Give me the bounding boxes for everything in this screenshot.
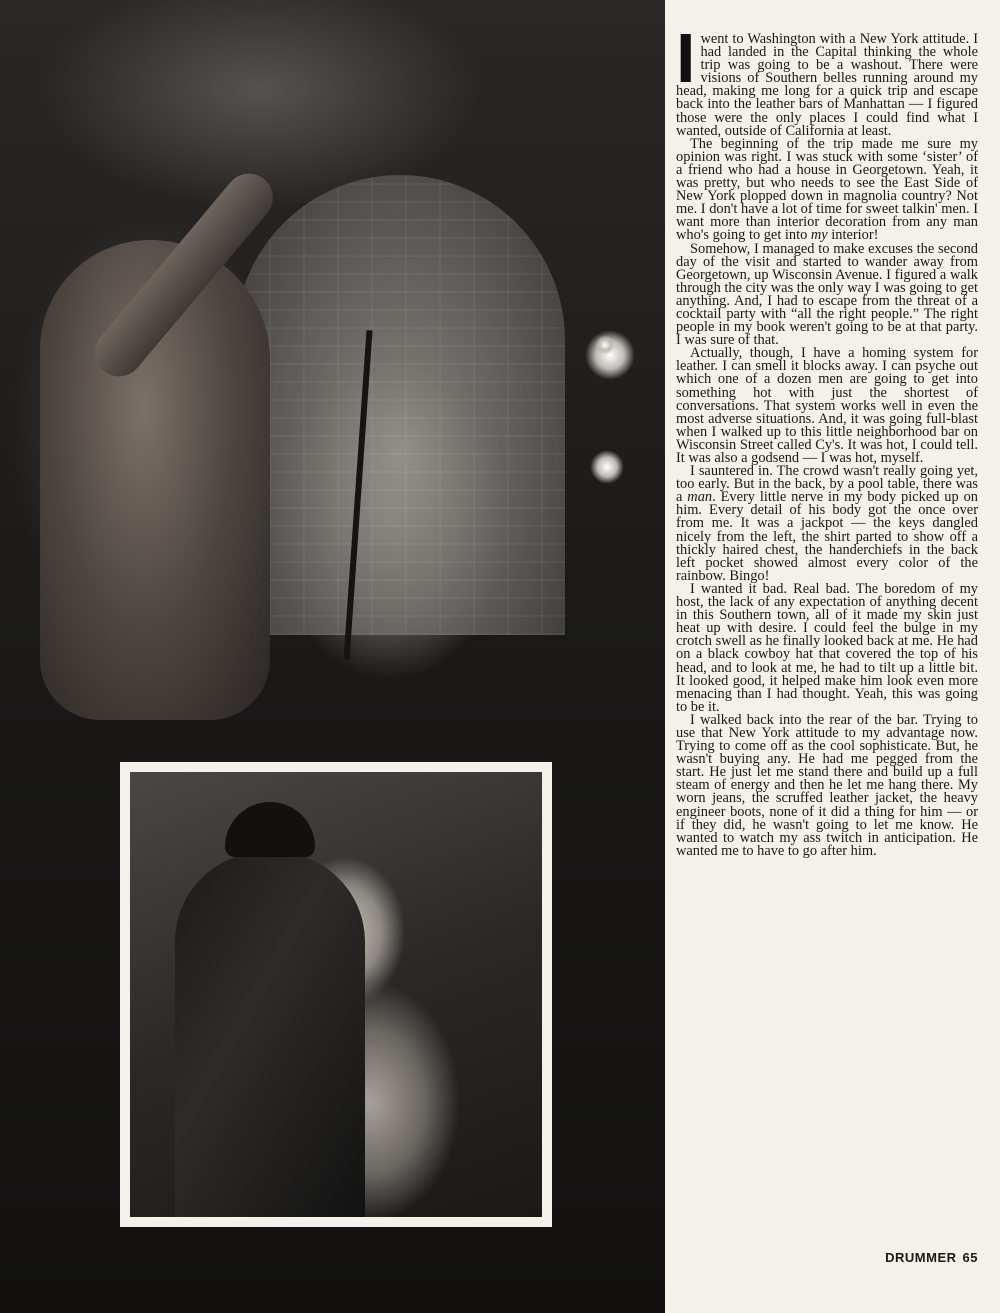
inset-photo (120, 762, 552, 1227)
leather-men-photo (130, 772, 542, 1217)
leather-cap (225, 802, 315, 857)
paragraph: The beginning of the trip made me sure my opinion was right. I was stuck with some ‘sister’ of a friend who had a house in Georgetown. Yeah, it was pretty, but who needs to see the East Side of New York plopped down in magnolia country? Not me. I don't have a lot of time for sweet talkin' men. I want more than interior decoration from any man who's going to get into my interior! (676, 135, 978, 244)
page-folio (885, 1250, 978, 1265)
paragraph: I sauntered in. The crowd wasn't really going yet, too early. But in the back, by a pool table, there was a man. Every little nerve in my body picked up on him. Every detail of his body got the once over from me. It was a jackpot — the keys dangled nicely from the left, the shirt parted to show off a thickly haired chest, the handerchiefs in the back left pocket showed almost every color of the rainbow. Bingo! (676, 463, 978, 584)
paragraph: Somehow, I managed to make excuses the second day of the visit and started to wander away from Georgetown, up Wisconsin Avenue. I figured a walk through the city was the only way I was going to get anything. And, I had to escape from the threat of a cocktail party with “all the right people.” The right people in my book weren't going to be at that party. I was sure of that. (676, 240, 978, 349)
ceiling-light (590, 450, 624, 484)
ceiling-light (595, 335, 615, 355)
paragraph: I walked back into the rear of the bar. Trying to use that New York attitude to my advantage now. Trying to come off as the cool sophisticate. But, he wasn't buying any. He had me pegged from the start. He just let me stand there and build up a full steam of energy and then he let me hang there. My worn jeans, the scruffed leather jacket, the heavy engineer boots, none of it did a thing for him — or if they did, he wasn't going to let me know. He wanted to watch my ass twitch in anticipation. He wanted me to have to go after him. (676, 711, 978, 859)
paragraph: I wanted it bad. Real bad. The boredom of my host, the lack of any expectation of anything decent in this Southern town, all of it made my skin just heat up with desire. I could feel the bulge in my crotch swell as he finally looked back at me. He had on a black cowboy hat that covered the top of his head, and to look at me, he had to tilt up a little bit. It looked good, it helped make him look even more menacing than I had thought. Yeah, this was going to be it. (676, 580, 978, 715)
paragraph: Actually, though, I have a homing system for leather. I can smell it blocks away. I can psyche out which one of a dozen men are going to get into something hot with just the shortest of conversations. That system works well in even the most adverse situations. And, it was going full-blast when I walked up to this little neighborhood bar on Wisconsin Street called Cy's. It was hot, I could tell. It was also a godsend — I was hot, myself. (676, 345, 978, 466)
drop-cap: I (676, 19, 696, 97)
paragraph: Iwent to Washington with a New York attitude. I had landed in the Capital thinking the whole trip was going to be a washout. There were visions of Southern belles running around my head, making me long for a quick trip and escape back into the leather bars of Manhattan — I figured those were the only places I could find what I wanted, outside of California at least. (676, 19, 978, 139)
leather-jacket-figure (175, 852, 365, 1217)
brick-arch (235, 175, 565, 635)
article-text (676, 19, 978, 859)
page-number: 65 (962, 1250, 978, 1265)
magazine-name: DRUMMER (885, 1250, 957, 1265)
